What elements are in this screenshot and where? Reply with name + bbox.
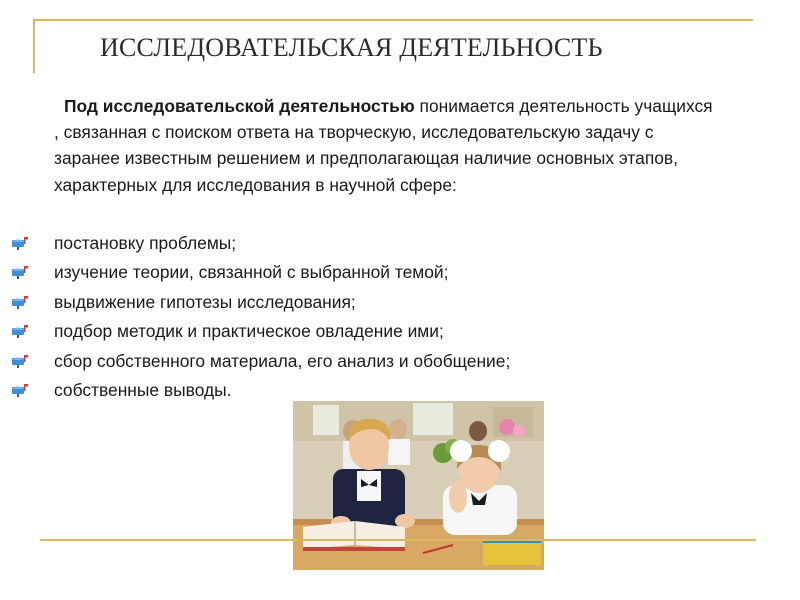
intro-bold-term: Под исследовательской деятельностью	[64, 96, 415, 116]
bullet-text: сбор собственного материала, его анализ и обобщение;	[54, 350, 511, 371]
mailbox-icon	[11, 324, 29, 338]
mailbox-icon	[11, 265, 29, 279]
bullet-item	[0, 349, 700, 378]
slide-title: ИССЛЕДОВАТЕЛЬСКАЯ ДЕЯТЕЛЬНОСТЬ	[100, 33, 603, 62]
mailbox-icon	[11, 295, 29, 309]
bullet-item	[0, 290, 700, 319]
bullet-item	[0, 231, 700, 260]
bullet-text: подбор методик и практическое овладение ими;	[54, 321, 444, 342]
bullet-item	[0, 319, 700, 348]
bottom-rule	[40, 539, 756, 541]
bullet-text: выдвижение гипотезы исследования;	[54, 291, 356, 312]
top-rule	[33, 19, 753, 21]
bullet-list	[0, 231, 700, 407]
intro-paragraph	[54, 93, 714, 198]
bullet-item	[0, 260, 700, 289]
bullet-text: изучение теории, связанной с выбранной темой;	[54, 262, 449, 283]
bullet-text: постановку проблемы;	[54, 233, 237, 253]
mailbox-icon	[11, 354, 29, 368]
mailbox-icon	[11, 383, 29, 397]
classroom-illustration	[293, 401, 544, 570]
bullet-text: собственные выводы.	[54, 379, 232, 400]
intro-text: понимается деятельность учащихся , связанная с поиском ответа на творческую, исследовательскую задачу с заранее известным решением и предполагающая наличие основных этапов, характерных для исследования в научной сфере:	[54, 96, 713, 195]
mailbox-icon	[11, 236, 29, 250]
classroom-photo	[293, 401, 544, 570]
left-rule	[33, 19, 35, 73]
